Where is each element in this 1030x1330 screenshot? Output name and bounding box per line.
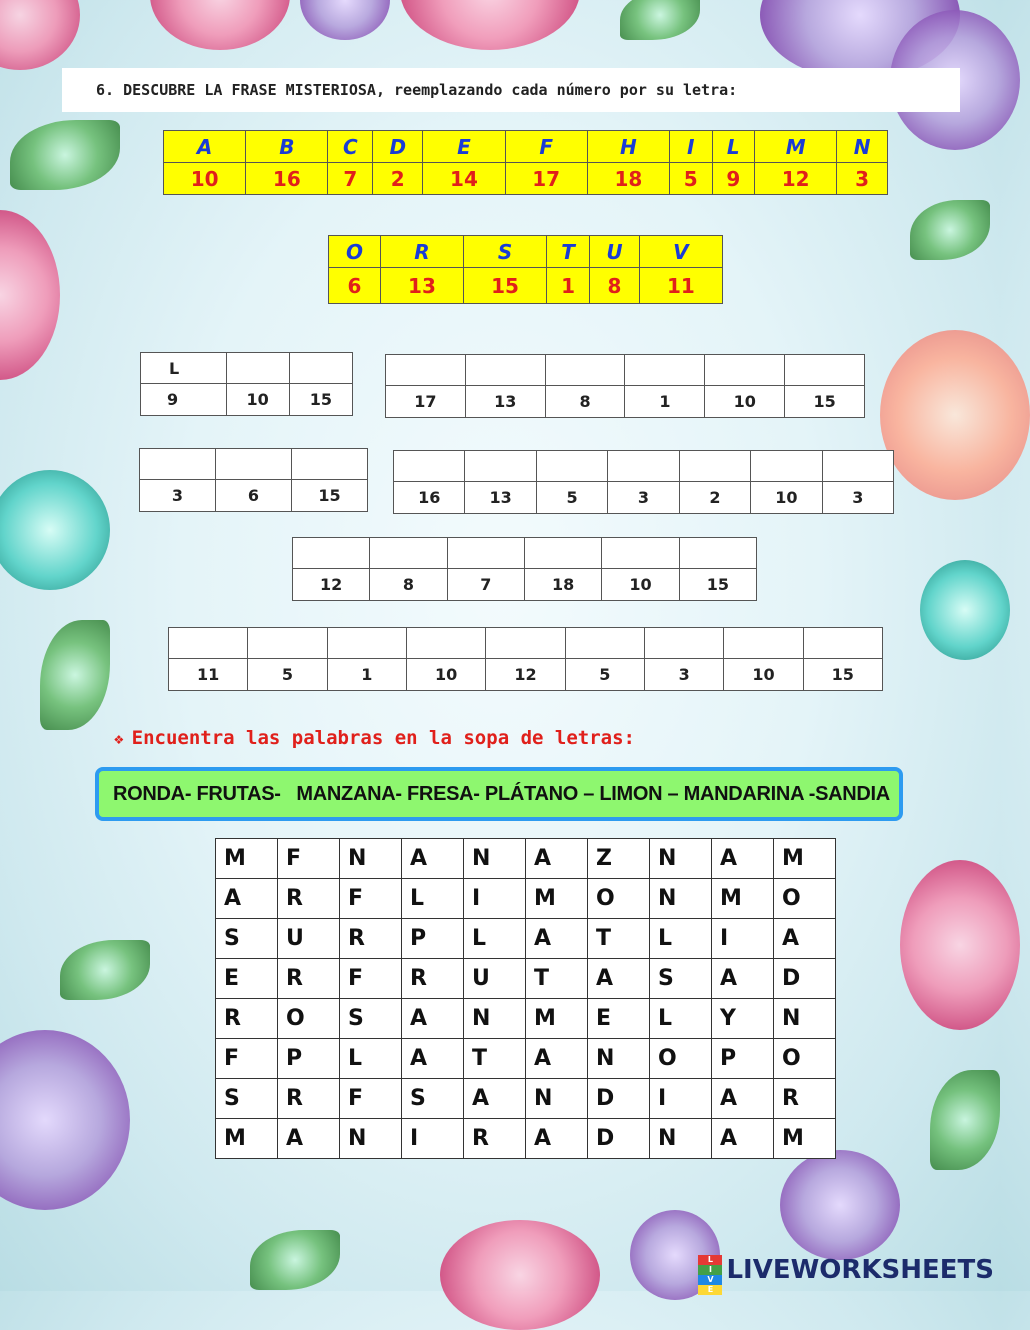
- code-number: 15: [679, 569, 756, 601]
- grid-letter[interactable]: A: [712, 839, 774, 879]
- code-number: 9: [141, 384, 227, 416]
- grid-letter[interactable]: R: [278, 1079, 340, 1119]
- answer-cell[interactable]: L: [141, 353, 227, 384]
- key-letter: C: [328, 131, 373, 163]
- grid-letter[interactable]: A: [712, 1119, 774, 1159]
- grid-row: [216, 1079, 836, 1119]
- grid-letter[interactable]: O: [588, 879, 650, 919]
- grid-letter[interactable]: N: [526, 1079, 588, 1119]
- puzzle-word-1: [140, 352, 353, 416]
- grid-row: [216, 879, 836, 919]
- grid-letter[interactable]: P: [402, 919, 464, 959]
- grid-letter[interactable]: M: [712, 879, 774, 919]
- grid-letter[interactable]: A: [712, 959, 774, 999]
- key-number: 16: [246, 163, 328, 195]
- grid-letter[interactable]: I: [464, 879, 526, 919]
- grid-row: [216, 1039, 836, 1079]
- code-number: 15: [289, 384, 352, 416]
- answer-cell[interactable]: [751, 451, 822, 482]
- grid-letter[interactable]: S: [402, 1079, 464, 1119]
- puzzle-word-3: [139, 448, 368, 512]
- answer-cell[interactable]: [406, 628, 485, 659]
- grid-row: [216, 999, 836, 1039]
- code-number: 10: [602, 569, 679, 601]
- key-number: 18: [587, 163, 669, 195]
- grid-letter[interactable]: A: [526, 919, 588, 959]
- code-number: 16: [394, 482, 465, 514]
- key-letter: B: [246, 131, 328, 163]
- answer-cell[interactable]: [602, 538, 679, 569]
- grid-row: [216, 1119, 836, 1159]
- grid-letter[interactable]: P: [712, 1039, 774, 1079]
- code-number: 15: [785, 386, 865, 418]
- answer-cell[interactable]: [608, 451, 679, 482]
- grid-letter[interactable]: P: [278, 1039, 340, 1079]
- grid-letter[interactable]: A: [588, 959, 650, 999]
- code-number: 3: [608, 482, 679, 514]
- code-number: 3: [140, 480, 216, 512]
- grid-letter[interactable]: Z: [588, 839, 650, 879]
- liveworksheets-logo: [698, 1253, 994, 1294]
- code-number: 10: [406, 659, 485, 691]
- code-number: 12: [486, 659, 565, 691]
- grid-letter[interactable]: T: [526, 959, 588, 999]
- code-number: 18: [524, 569, 601, 601]
- answer-cell[interactable]: [822, 451, 893, 482]
- grid-letter[interactable]: A: [526, 839, 588, 879]
- answer-cell[interactable]: [625, 355, 705, 386]
- grid-letter[interactable]: A: [216, 879, 278, 919]
- key-numbers: [164, 163, 888, 195]
- puzzle-word-5: [292, 537, 757, 601]
- code-number: 10: [751, 482, 822, 514]
- grid-letter[interactable]: I: [402, 1119, 464, 1159]
- grid-letter[interactable]: R: [402, 959, 464, 999]
- grid-letter[interactable]: F: [340, 879, 402, 919]
- key-number: 17: [505, 163, 587, 195]
- grid-letter[interactable]: F: [278, 839, 340, 879]
- code-number: 6: [216, 480, 292, 512]
- key-letter: I: [670, 131, 713, 163]
- grid-letter[interactable]: N: [340, 839, 402, 879]
- code-number: 15: [803, 659, 882, 691]
- key-letter: N: [837, 131, 888, 163]
- logo-mark-letter: I: [698, 1265, 722, 1275]
- key-numbers: [329, 268, 723, 304]
- grid-letter[interactable]: M: [774, 1119, 836, 1159]
- puzzle-word-2: [385, 354, 865, 418]
- key-letters: [164, 131, 888, 163]
- key-number: 7: [328, 163, 373, 195]
- grid-letter[interactable]: L: [650, 919, 712, 959]
- grid-letter[interactable]: D: [774, 959, 836, 999]
- grid-letter[interactable]: I: [712, 919, 774, 959]
- puzzle-word-6: [168, 627, 883, 691]
- grid-row: [216, 959, 836, 999]
- answer-cell[interactable]: [644, 628, 723, 659]
- answer-cell[interactable]: [545, 355, 625, 386]
- grid-letter[interactable]: A: [712, 1079, 774, 1119]
- answer-cell[interactable]: [370, 538, 447, 569]
- grid-letter[interactable]: R: [216, 999, 278, 1039]
- grid-letter[interactable]: U: [464, 959, 526, 999]
- key-number: 1: [547, 268, 590, 304]
- answer-cell[interactable]: [785, 355, 865, 386]
- grid-letter[interactable]: S: [650, 959, 712, 999]
- grid-row: [216, 919, 836, 959]
- diamond-bullet-icon: ❖: [114, 728, 124, 748]
- code-number: 17: [386, 386, 466, 418]
- key-number: 2: [373, 163, 423, 195]
- code-number: 12: [293, 569, 370, 601]
- answer-cell[interactable]: [679, 538, 756, 569]
- grid-letter[interactable]: T: [588, 919, 650, 959]
- grid-row: [216, 839, 836, 879]
- answer-cell[interactable]: [447, 538, 524, 569]
- letter-key-row-2: [328, 235, 723, 304]
- key-letter: T: [547, 236, 590, 268]
- word-list: [95, 767, 903, 821]
- grid-letter[interactable]: L: [650, 999, 712, 1039]
- code-number: 8: [370, 569, 447, 601]
- code-number: 8: [545, 386, 625, 418]
- grid-letter[interactable]: A: [774, 919, 836, 959]
- grid-letter[interactable]: R: [774, 1079, 836, 1119]
- grid-letter[interactable]: O: [774, 879, 836, 919]
- code-number: 1: [327, 659, 406, 691]
- key-number: 12: [755, 163, 837, 195]
- grid-letter[interactable]: N: [774, 999, 836, 1039]
- grid-letter[interactable]: F: [216, 1039, 278, 1079]
- code-number: 7: [447, 569, 524, 601]
- logo-text: LIVEWORKSHEETS: [726, 1255, 994, 1285]
- grid-letter[interactable]: E: [216, 959, 278, 999]
- answer-cell[interactable]: [386, 355, 466, 386]
- key-letter: S: [464, 236, 547, 268]
- answer-cell[interactable]: [293, 538, 370, 569]
- key-letter: M: [755, 131, 837, 163]
- grid-letter[interactable]: M: [216, 1119, 278, 1159]
- word-search-instruction: [114, 727, 635, 749]
- grid-letter[interactable]: N: [650, 1119, 712, 1159]
- key-letter: E: [423, 131, 505, 163]
- grid-letter[interactable]: M: [774, 839, 836, 879]
- puzzle-word-4: [393, 450, 894, 514]
- grid-letter[interactable]: M: [526, 879, 588, 919]
- grid-letter[interactable]: N: [340, 1119, 402, 1159]
- key-number: 9: [712, 163, 755, 195]
- key-letter: F: [505, 131, 587, 163]
- key-number: 14: [423, 163, 505, 195]
- grid-letter[interactable]: A: [526, 1119, 588, 1159]
- grid-letter[interactable]: R: [464, 1119, 526, 1159]
- word-search-grid: [215, 838, 836, 1159]
- answer-cell[interactable]: [486, 628, 565, 659]
- grid-letter[interactable]: S: [216, 1079, 278, 1119]
- grid-letter[interactable]: A: [526, 1039, 588, 1079]
- answer-cell[interactable]: [327, 628, 406, 659]
- exercise-title: 6. DESCUBRE LA FRASE MISTERIOSA, reemplazando cada número por su letra:: [62, 68, 960, 112]
- grid-letter[interactable]: A: [402, 1039, 464, 1079]
- grid-letter[interactable]: U: [278, 919, 340, 959]
- answer-cell[interactable]: [803, 628, 882, 659]
- grid-letter[interactable]: L: [340, 1039, 402, 1079]
- grid-letter[interactable]: F: [340, 959, 402, 999]
- grid-letter[interactable]: M: [216, 839, 278, 879]
- answer-cell[interactable]: [565, 628, 644, 659]
- grid-letter[interactable]: O: [774, 1039, 836, 1079]
- answer-cell[interactable]: [536, 451, 607, 482]
- answer-cell[interactable]: [705, 355, 785, 386]
- code-number: 3: [822, 482, 893, 514]
- grid-letter[interactable]: A: [402, 999, 464, 1039]
- instruction-text: Encuentra las palabras en la sopa de letras:: [131, 727, 635, 749]
- answer-cell[interactable]: [216, 449, 292, 480]
- logo-mark-letter: E: [698, 1285, 722, 1295]
- key-number: 6: [329, 268, 381, 304]
- grid-letter[interactable]: Y: [712, 999, 774, 1039]
- answer-cell[interactable]: [679, 451, 750, 482]
- key-number: 10: [164, 163, 246, 195]
- key-letter: U: [590, 236, 640, 268]
- key-number: 8: [590, 268, 640, 304]
- code-number: 10: [705, 386, 785, 418]
- key-letters: [329, 236, 723, 268]
- code-number: 15: [292, 480, 368, 512]
- grid-letter[interactable]: N: [650, 879, 712, 919]
- key-number: 15: [464, 268, 547, 304]
- grid-letter[interactable]: E: [588, 999, 650, 1039]
- grid-letter[interactable]: O: [278, 999, 340, 1039]
- answer-cell[interactable]: [289, 353, 352, 384]
- grid-letter[interactable]: S: [340, 999, 402, 1039]
- letter-key-row-1: [163, 130, 888, 195]
- grid-letter[interactable]: N: [588, 1039, 650, 1079]
- key-letter: D: [373, 131, 423, 163]
- grid-letter[interactable]: O: [650, 1039, 712, 1079]
- grid-letter[interactable]: A: [464, 1079, 526, 1119]
- answer-cell[interactable]: [292, 449, 368, 480]
- key-number: 5: [670, 163, 713, 195]
- key-number: 3: [837, 163, 888, 195]
- code-number: 5: [565, 659, 644, 691]
- key-letter: O: [329, 236, 381, 268]
- grid-letter[interactable]: L: [464, 919, 526, 959]
- answer-cell[interactable]: [140, 449, 216, 480]
- grid-letter[interactable]: I: [650, 1079, 712, 1119]
- code-number: 5: [248, 659, 327, 691]
- word-list-text: RONDA- FRUTAS- MANZANA- FRESA- PLÁTANO – LIMON – MANDARINA -SANDIA: [113, 782, 890, 805]
- code-number: 5: [536, 482, 607, 514]
- grid-letter[interactable]: A: [278, 1119, 340, 1159]
- code-number: 10: [724, 659, 803, 691]
- grid-letter[interactable]: D: [588, 1119, 650, 1159]
- answer-cell[interactable]: [465, 451, 536, 482]
- grid-letter[interactable]: D: [588, 1079, 650, 1119]
- key-letter: H: [587, 131, 669, 163]
- code-number: 13: [465, 482, 536, 514]
- grid-letter[interactable]: R: [340, 919, 402, 959]
- key-number: 11: [639, 268, 722, 304]
- answer-cell[interactable]: [394, 451, 465, 482]
- answer-cell[interactable]: [226, 353, 289, 384]
- code-number: 3: [644, 659, 723, 691]
- answer-cell[interactable]: [724, 628, 803, 659]
- grid-letter[interactable]: A: [402, 839, 464, 879]
- grid-letter[interactable]: N: [464, 839, 526, 879]
- grid-letter[interactable]: N: [464, 999, 526, 1039]
- grid-letter[interactable]: F: [340, 1079, 402, 1119]
- key-letter: L: [712, 131, 755, 163]
- answer-cell[interactable]: [169, 628, 248, 659]
- key-letter: R: [380, 236, 463, 268]
- code-number: 13: [465, 386, 545, 418]
- grid-letter[interactable]: T: [464, 1039, 526, 1079]
- logo-mark-letter: V: [698, 1275, 722, 1285]
- code-number: 11: [169, 659, 248, 691]
- grid-letter[interactable]: M: [526, 999, 588, 1039]
- key-letter: A: [164, 131, 246, 163]
- code-number: 2: [679, 482, 750, 514]
- key-number: 13: [380, 268, 463, 304]
- answer-cell[interactable]: [524, 538, 601, 569]
- grid-letter[interactable]: R: [278, 879, 340, 919]
- answer-cell[interactable]: [248, 628, 327, 659]
- code-number: 1: [625, 386, 705, 418]
- logo-mark-letter: L: [698, 1255, 722, 1265]
- logo-mark-icon: [698, 1255, 722, 1294]
- answer-cell[interactable]: [465, 355, 545, 386]
- code-number: 10: [226, 384, 289, 416]
- grid-letter[interactable]: S: [216, 919, 278, 959]
- grid-letter[interactable]: N: [650, 839, 712, 879]
- grid-letter[interactable]: R: [278, 959, 340, 999]
- key-letter: V: [639, 236, 722, 268]
- grid-letter[interactable]: L: [402, 879, 464, 919]
